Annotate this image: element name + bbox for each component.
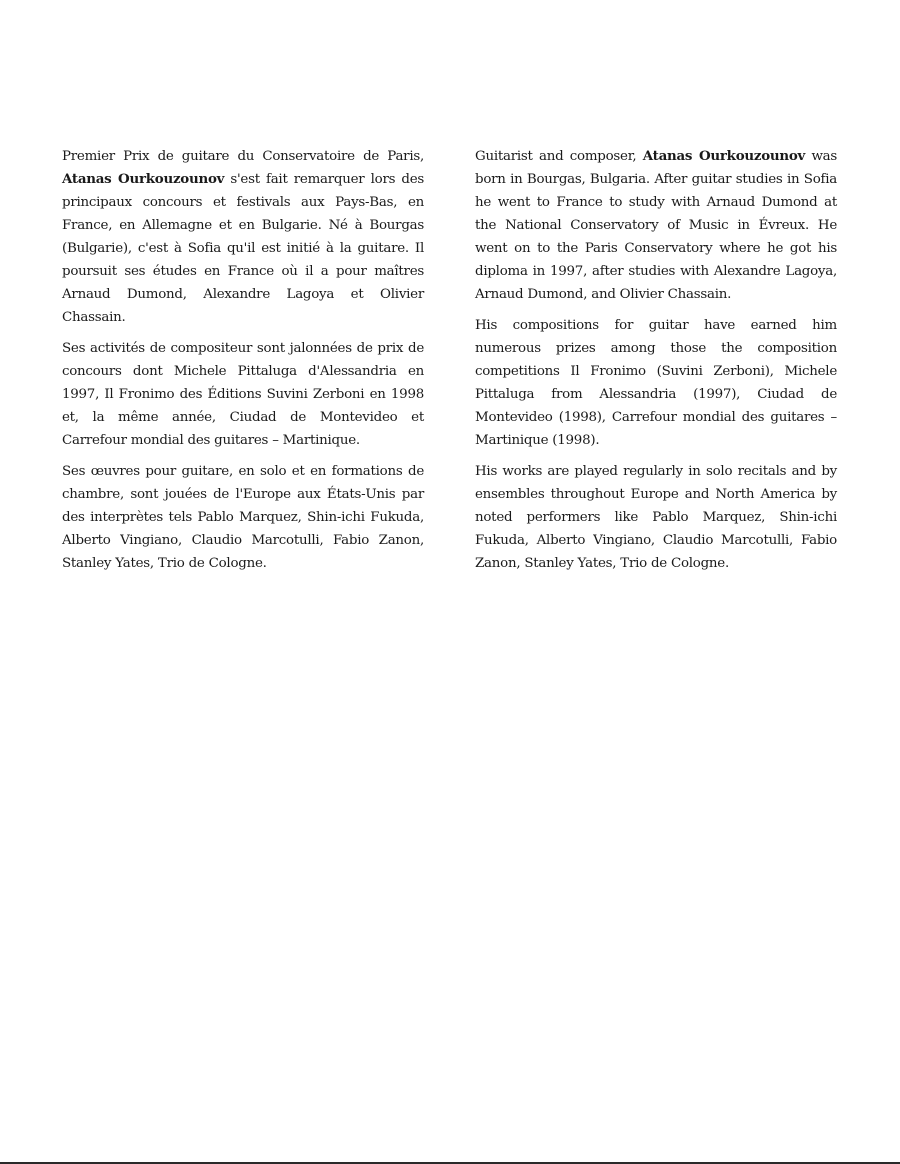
english-p1-rest: was born in Bourgas, Bulgaria. After guitar studies in Sofia he went to France to study with Arnaud Dumond at the National Conservatory of Music in Évreux. He went on to the Paris Conservatory where he got his diploma in 1997, after studies with Alexandre Lagoya, Arnaud Dumond, and Olivier Chassain. bbox=[475, 149, 838, 302]
french-composer-name: Atanas Ourkouzounov bbox=[62, 171, 225, 187]
french-biography-column bbox=[62, 145, 424, 583]
english-paragraph-2: His compositions for guitar have earned him numerous prizes among those the composition competitions Il Fronimo (Suvini Zerboni), Michele Pittaluga from Alessandria (1997), Ciudad de Montevideo (1998), Carrefour mondial des guitares – Martinique (1998). bbox=[475, 318, 837, 448]
french-p1-intro: Premier Prix de guitare du Conservatoire de Paris, bbox=[62, 149, 424, 164]
english-p1-intro: Guitarist and composer, bbox=[475, 149, 643, 164]
french-paragraph-1 bbox=[62, 145, 424, 329]
french-paragraph-2: Ses activités de compositeur sont jalonnées de prix de concours dont Michele Pittaluga d'Alessandria en 1997, Il Fronimo des Éditions Suvini Zerboni en 1998 et, la même année, Ciudad de Montevideo et Carrefour mondial des guitares – Martinique. bbox=[62, 341, 424, 448]
english-paragraph-3: His works are played regularly in solo recitals and by ensembles throughout Europe and North America by noted performers like Pablo Marquez, Shin-ichi Fukuda, Alberto Vingiano, Claudio Marcotulli, Fabio Zanon, Stanley Yates, Trio de Cologne. bbox=[475, 464, 837, 571]
english-biography-column bbox=[475, 145, 837, 583]
english-composer-name: Atanas Ourkouzounov bbox=[642, 148, 806, 164]
french-paragraph-3: Ses œuvres pour guitare, en solo et en formations de chambre, sont jouées de l'Europe aux États-Unis par des interprètes tels Pablo Marquez, Shin-ichi Fukuda, Alberto Vingiano, Claudio Marcotulli, Fabio Zanon, Stanley Yates, Trio de Cologne. bbox=[62, 464, 424, 571]
english-paragraph-1 bbox=[475, 145, 837, 306]
french-p1-rest: s'est fait remarquer lors des principaux concours et festivals aux Pays-Bas, en France, en Allemagne et en Bulgarie. Né à Bourgas (Bulgarie), c'est à Sofia qu'il est initié à la guitare. Il poursuit ses études en France où il a pour maîtres Arnaud Dumond, Alexandre Lagoya et Olivier Chassain. bbox=[62, 172, 425, 325]
